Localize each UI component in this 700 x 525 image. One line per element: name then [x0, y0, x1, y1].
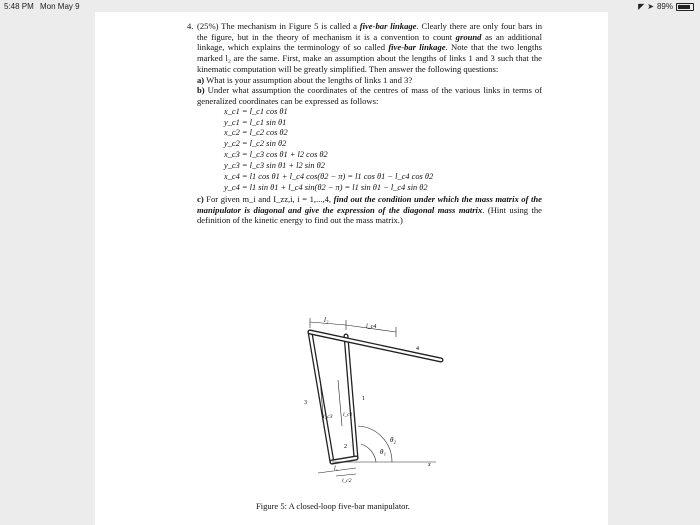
label-lc1: l_c1 — [343, 412, 353, 418]
battery-icon — [676, 3, 694, 11]
equation: y_c2 = l_c2 sin θ2 — [224, 139, 287, 149]
wifi-icon: ◤ — [638, 2, 645, 11]
equation: x_c4 = l1 cos θ1 + l_c4 cos(θ2 − π) = l1 cos θ1 − l_c4 cos θ2 — [224, 172, 434, 182]
status-time: 5:48 PM — [4, 2, 34, 11]
equations-block — [197, 107, 542, 194]
equation: x_c2 = l_c2 cos θ2 — [224, 128, 288, 138]
equation: y_c1 = l_c1 sin θ1 — [224, 117, 287, 127]
label-x-axis: x — [428, 462, 431, 468]
equation: y_c3 = l_c3 sin θ1 + l2 sin θ2 — [224, 161, 325, 171]
label-l2-top: l₂ — [324, 316, 329, 324]
label-l2-bottom: l₂ — [334, 466, 338, 472]
part-b: b) Under what assumption the coordinates of the centres of mass of the various links in terms of generalized coordinates can be expressed as follows: — [197, 85, 542, 106]
equation: y_c4 = l1 sin θ1 + l_c4 sin(θ2 − π) = l1 sin θ1 − l_c4 sin θ2 — [224, 182, 428, 192]
part-c: c) For given m_i and I_zz,i, i = 1,...,4, find out the condition under which the mass matrix of the manipulator is diagonal and give the expression of the diagonal mass matrix. (Hint using the definition of the kinetic energy to find out the mass matrix.) — [197, 193, 542, 226]
equation: x_c3 = l_c3 cos θ1 + l2 cos θ2 — [224, 150, 328, 160]
status-right — [638, 2, 694, 11]
intro-paragraph: (25%) The mechanism in Figure 5 is called a five-bar linkage. Clearly there are only four bars in the figure, but in the theory of mechanism it is a convention to count ground as an additional linkage, which explains the terminology of so called five-bar linkage. Note that the two lengths marked l₂ are the same. First, make an assumption about the lengths of links 1 and 3 such that the kinematic computation will be greatly simplified. Then answer the following questions: — [197, 21, 543, 74]
label-lc4: l_c4 — [366, 324, 377, 330]
equation: x_c1 = l_c1 cos θ1 — [224, 106, 288, 116]
figure-caption: Figure 5: A closed-loop five-bar manipulator. — [256, 501, 410, 511]
question-text — [187, 21, 543, 226]
five-bar-figure — [296, 308, 472, 484]
label-lc3: l_c3 — [323, 414, 333, 420]
label-link-4: 4 — [416, 346, 419, 352]
battery-percent: 89% — [656, 2, 673, 11]
label-link-1: 1 — [362, 396, 365, 402]
label-theta2: θ₂ — [390, 436, 396, 444]
label-theta1: θ₁ — [380, 448, 386, 456]
label-link-3: 3 — [304, 400, 307, 406]
status-date: Mon May 9 — [40, 2, 80, 11]
part-a: a) What is your assumption about the lengths of links 1 and 3? — [197, 74, 413, 85]
label-lc2: l_c2 — [342, 478, 352, 484]
question-number: 4. — [187, 21, 194, 31]
label-link-2: 2 — [344, 444, 347, 450]
location-icon: ➤ — [647, 2, 654, 11]
